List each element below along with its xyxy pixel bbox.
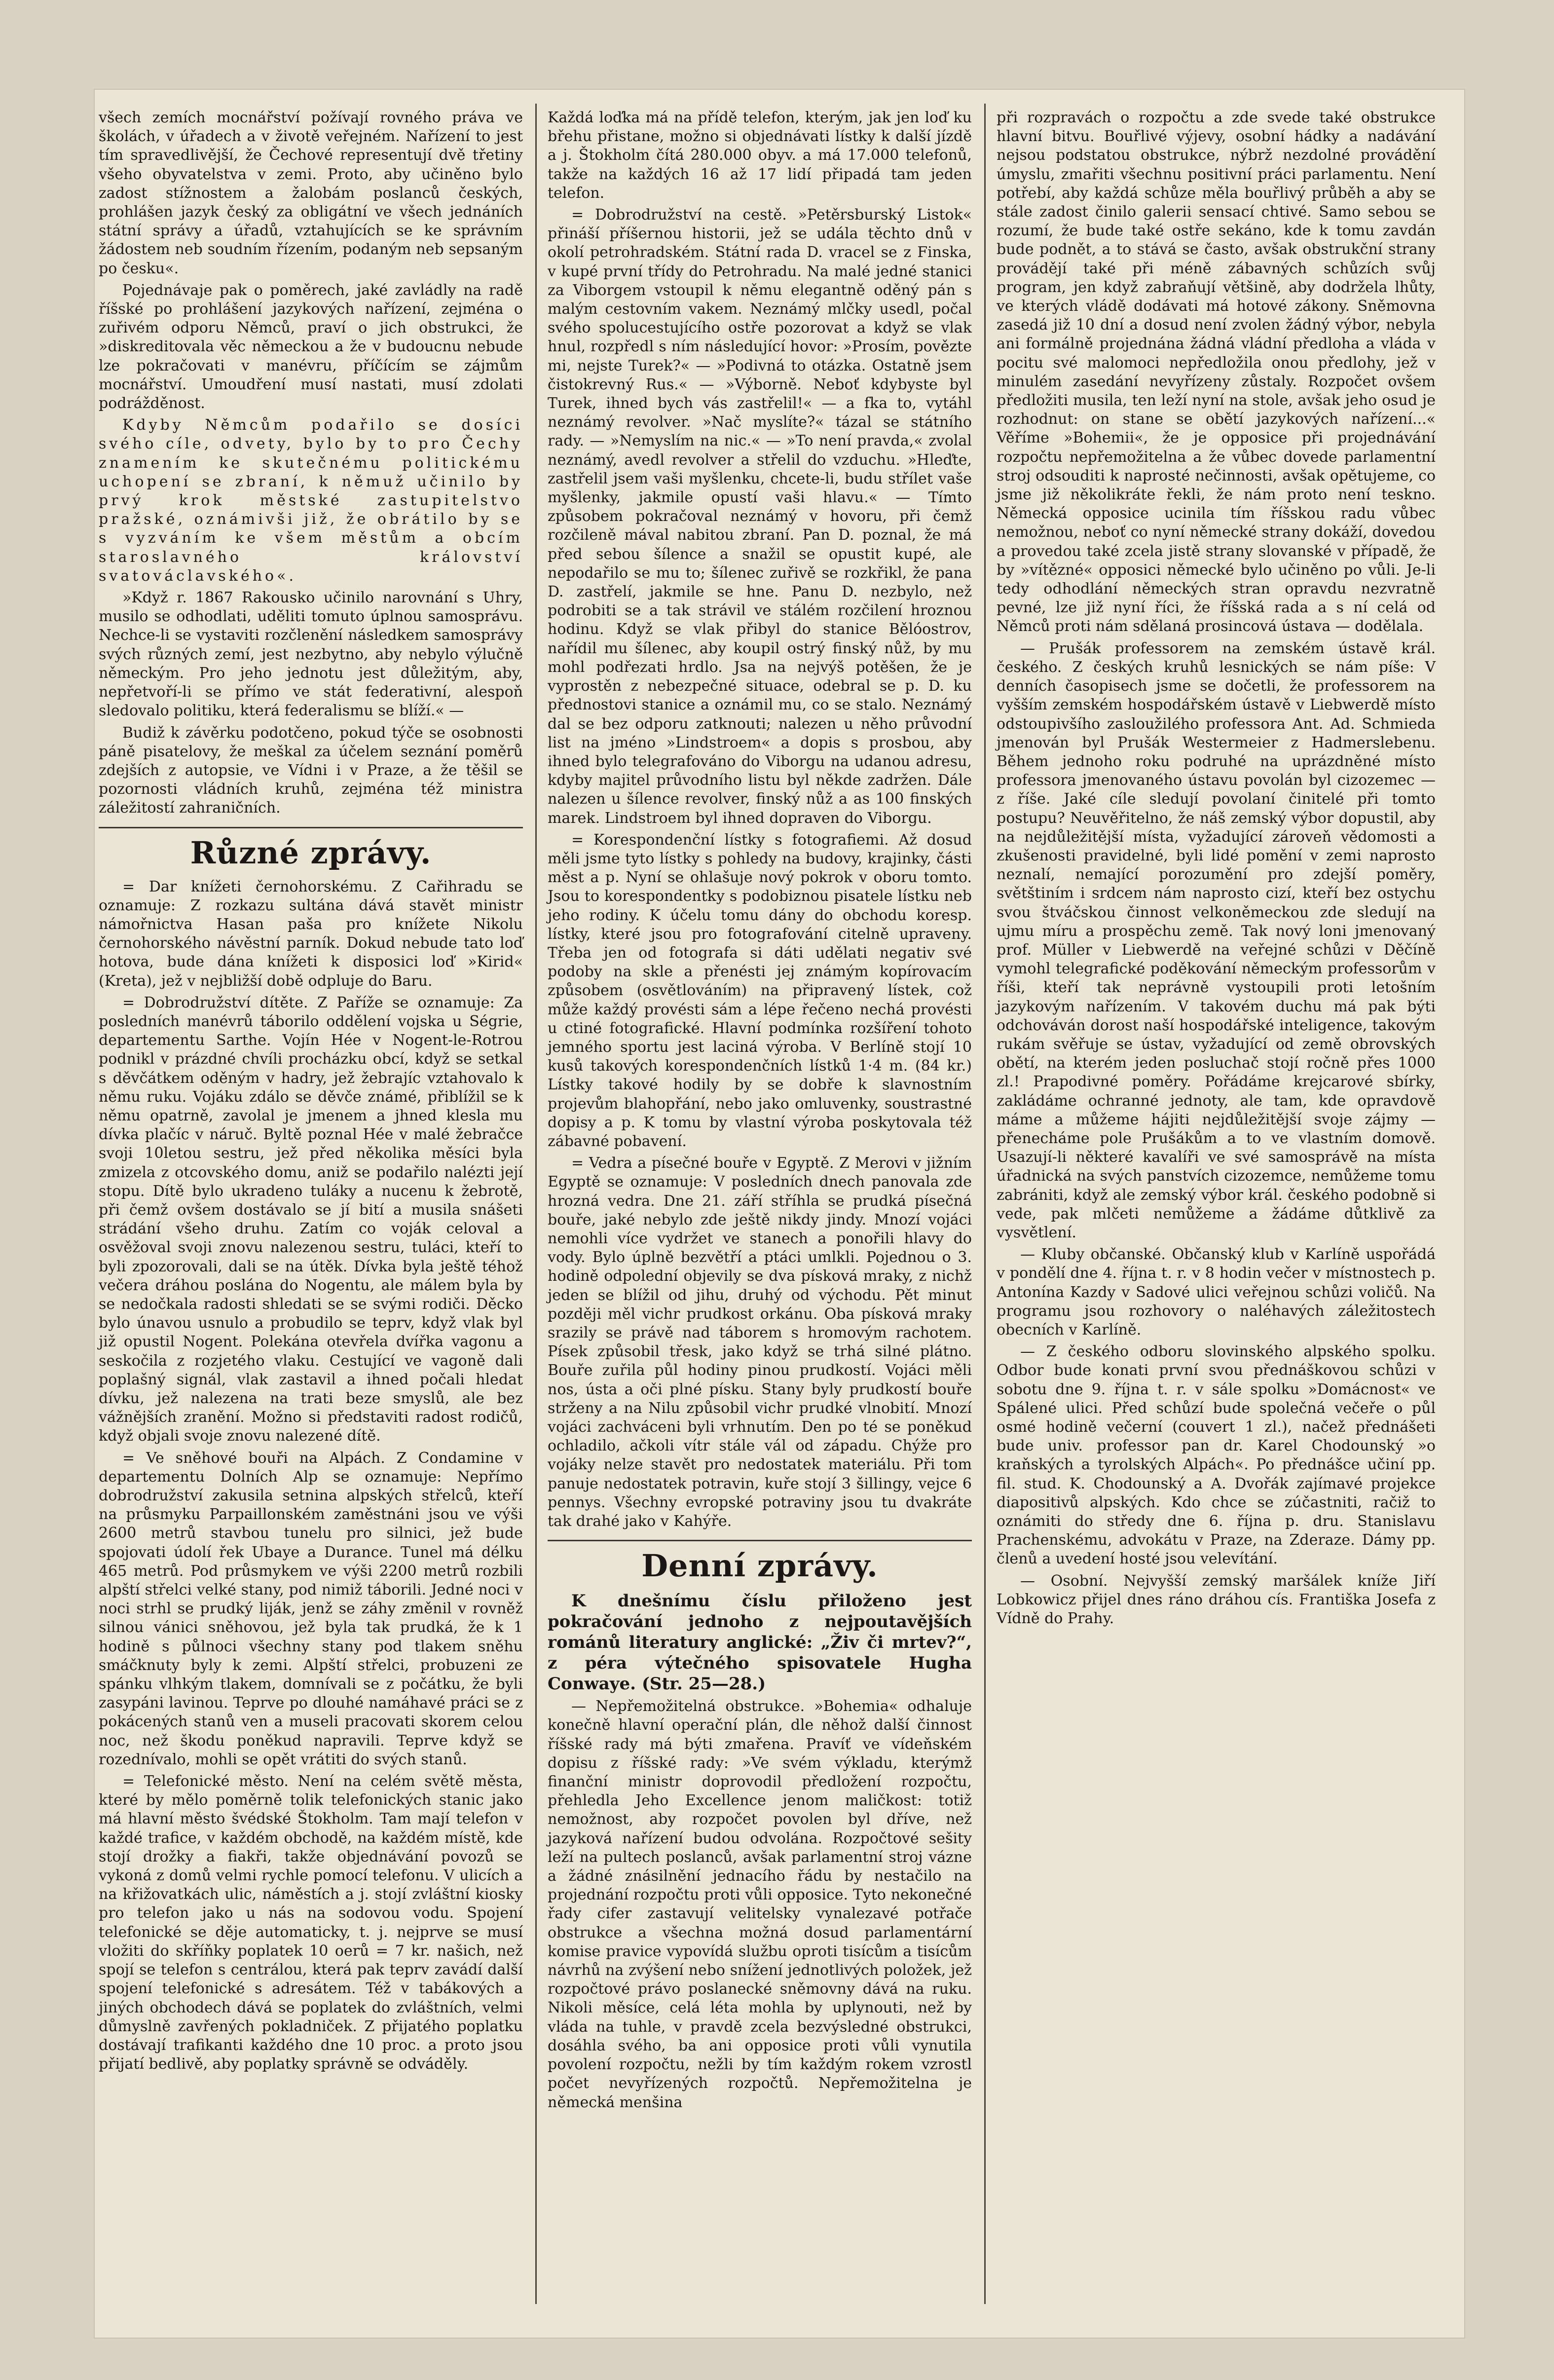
paragraph: »Když r. 1867 Rakousko učinilo narovnání s Uhry, musilo se odhodlati, uděliti tomuto úplnou samosprávu. Nechce-li se vystaviti rozčlenění následkem samosprávy svých různých zemí, jest nezbytno, aby nebylo výlučně německým. Pro jeho jednotu jest důležitým, aby, nepřetvoří-li se přímo ve stát federativní, alespoň sledovalo politiku, která federalismu se blíží.« — bbox=[99, 589, 523, 720]
article: = Dobrodružství dítěte. Z Paříže se oznamuje: Za posledních manévrů táborilo oddělení vojska u Ségrie, departementu Sarthe. Vojín Hée v Nogent-le-Rotrou podnikl v prázdné chvíli procházku obcí, když se setkal s děvčátkem oděným v hadry, jež žebrajíc vztahovalo k němu ruku. Vojáku zdálo se děvče známé, přiblížil se k němu opatrně, zavolal je jmenem a jhned klesla mu dívka plačíc v náruč. Byltě poznal Hée v malé žebračce svoji 10letou sestru, jež před několika měsíci byla zmizela z otcovského domu, aniž se podařilo nalézti její stopu. Dítě bylo ukradeno tuláky a nucenu k žebrotě, při čemž ovšem dostávalo se jí bití a musila snášeti strádání všeho druhu. Zatím co voják celoval a osvěžoval svoji znovu nalezenou sestru, tuláci, kteří to byli zpozorovali, dali se na útěk. Dívka byla ještě téhož večera dráhou poslána do Nogentu, ale málem byla by se nedočkala radosti shledati se se svými rodiči. Děcko bylo únavou usnulo a probudilo se teprv, když vlak byl již opustil Nogent. Polekána otevřela dvířka vagonu a seskočila z rozjetého vlaku. Cestující ve vagoně dali poplašný signál, vlak zastavil a ihned počali hledat dívku, jež nalezena na trati beze smyslů, ale bez vážnějších zranění. Možno si představiti radost rodičů, když objali svoje znovu nalezené dítě. bbox=[99, 994, 523, 1445]
paragraph: Pojednávaje pak o poměrech, jaké zavládly na radě říšské po prohlášení jazykových nařízení, zejména o zuřivém odporu Němců, praví o jich obstrukci, že »diskreditovala věc německou a že v budoucnu nebude lze pokračovati v manévru, příčícím se zájmům mocnářství. Umoudření musí nastati, musí zdolati podrážděnost. bbox=[99, 281, 523, 412]
article: = Dobrodružství na cestě. »Petěrsburský Listok« přináší příšernou historii, jež se udála těchto dnů v okolí petrohradském. Státní rada D. vracel se z Finska, v kupé první třídy do Petrohradu. Na malé jedné stanici za Viborgem vstoupil k němu elegantně oděný pán s malým cestovním vakem. Neznámý mlčky usedl, počal svého spolucestujícího ostře pozorovat a když se vlak hnul, rozpředl s ním následující hovor: »Prosím, povězte mi, nejste Turek?« — »Podivná to otázka. Ostatně jsem čistokrevný Rus.« — »Výborně. Neboť kdybyste byl Turek, ihned bych vás zastřelil!« — a fka to, vytáhl neznámý revolver. »Nač myslíte?« tázal se státního rady. — »Nemyslím na nic.« — »To není pravda,« zvolal neznámý, avedl revolver a střelil do vzduchu. »Hleďte, zastřelil jsem vaši myšlenku, chcete-li, budu střílet vaše myšlenky, jakmile opustí vaši hlavu.« — Tímto způsobem pokračoval neznámý v hovoru, při čemž rozčileně mával nabitou zbraní. Pan D. poznal, že má před sebou šílence a snažil se opustit kupé, ale nepodařilo se mu to; šílenec zuřivě se rozkřikl, že pana D. zastřelí, jakmile se hne. Panu D. nezbylo, než podrobiti se a tak strávil ve stálém rozčilení hroznou hodinu. Když se vlak přibyl do stanice Bělóostrov, nařídil mu šílenec, aby koupil ostrý finský nůž, by mu mohl podřezati hrdlo. Jsa na nejvýš potěšen, že je vyprostěn z nebezpečné situace, odebral se p. D. ku přednostovi stanice a oznámil mu, co se stalo. Neznámý dal se bez odporu zatknouti; nalezen u něho průvodní list na jméno »Lindstroem« a dopis s prosbou, aby ihned bylo telegrafováno do Viborgu na udanou adresu, kdyby majitel průvodního listu byl někde zadržen. Dále nalezen u šílence revolver, finský nůž a as 100 finských marek. Lindstroem byl ihned dopraven do Viborgu. bbox=[548, 206, 972, 827]
article: — Z českého odboru slovinského alpského spolku. Odbor bude konati první svou přednáškovou schůzi v sobotu dne 9. října t. r. v sále spolku »Domácnost« ve Spálené ulici. Před schůzí bude společná večeře o půl osmé hodině večerní (couvert 1 zl.), načež přednášeti bude univ. professor pan dr. Karel Chodounský »o kraňských a tyrolských Alpách«. Po přednášce učiní pp. fil. stud. K. Chodounský a A. Dvořák zajímavé projekce diapositivů alpských. Kdo chce se zúčastniti, račiž to oznámiti do středy dne 6. října p. dru. Stanislavu Prachenskému, advokátu v Praze, na Zderaze. Dámy pp. členů a uvedení hosté jsou velevítání. bbox=[997, 1343, 1436, 1568]
section-title-ruzne-zpravy: Různé zprávy. bbox=[190, 834, 432, 871]
article: = Vedra a písečné bouře v Egyptě. Z Merovi v jižním Egyptě se oznamuje: V posledních dnech panovala zde hrozná vedra. Dne 21. září stříhla se prudká písečná bouře, jaké nebylo zde ještě nikdy jindy. Mnozí vojáci nemohli více vydržet ve stanech a ponořili hlavy do vody. Bylo úplně bezvětří a ptáci umlkli. Pojednou o 3. hodině odpolední objevily se dva písková mraky, z nichž jeden se blížil od jihu, druhý od východu. Pět minut později měl vichr prudkost orkánu. Oba písková mraky srazily se právě nad táborem s hromovým rachotem. Písek způsobil třesk, jako když se trhá silné plátno. Bouře zuřila půl hodiny pinou prudkostí. Vojáci měli nos, ústa a oči plné písku. Stany byly prudkostí bouře strženy a na Nilu způsobil vichr prudké vlnobití. Mnozí vojáci zachváceni byli vrhnutím. Den po té se poněkud ochladilo, ačkoli vítr stále vál od západu. Chýže pro vojáky nelze stavět pro nedostatek materiálu. Při tom panuje nedostatek potravin, kuře stojí 3 šillingy, vejce 6 pennys. Všechny evropské potraviny jsou tu dvakráte tak drahé jako v Kahýře. bbox=[548, 1154, 972, 1530]
column-2 bbox=[548, 109, 972, 2115]
article: = Telefonické město. Není na celém světě města, které by mělo poměrně tolik telefonických stanic jako má hlavní město švédské Štokholm. Tam mají telefon v každé trafice, v každém obchodě, na každém místě, kde stojí drožky a fiakři, takže objednávání povozů se vykoná z domů velmi rychle pomocí telefonu. V ulicích a na křižovatkách ulic, náměstích a j. stojí zvláštní kiosky pro telefon jako u nás na sodovou vodu. Spojení telefonické se děje automaticky, t. j. nejprve se musí vložiti do skříňky poplatek 10 oerů = 7 kr. našich, než spojí se telefon s centrálou, která pak teprv zavádí další spojení telefonické s adresátem. Též v tabákových a jiných obchodech dává se poplatek do zvláštních, velmi důmyslně zavřených pokladniček. Z přijatého poplatku dostávají trafikanti každého dne 10 proc. a proto jsou přijatí bedlivě, aby poplatky správně se odváděly. bbox=[99, 1773, 523, 2073]
article: — Osobní. Nejvyšší zemský maršálek kníže Jiří Lobkowicz přijel dnes ráno dráhou cís. Františka Josefa z Vídně do Prahy. bbox=[997, 1572, 1436, 1628]
article: = Ve sněhové bouři na Alpách. Z Condamine v departementu Dolních Alp se oznamuje: Nepřímo dobrodružství zakusila setnina alpských střelců, kteří na průsmyku Parpaillonském zaměstnáni jsou ve výši 2600 metrů stavbou tunelu pro silnici, jež bude spojovati údolí řek Ubaye a Durance. Tunel má délku 465 metrů. Pod průsmykem ve výši 2200 metrů rozbili alpští střelci velké stany, pod nimiž táborili. Jedné noci v noci strhl se prudký liják, jenž se záhy změnil v rovněž silnou vánici sněhovou, jež byla tak prudká, že k 1 hodině s půlnoci všechny stany pod tlakem sněhu smáčknuty byly k zemi. Alpští střelci, probuzeni ze spánku vlhkým tlakem, domnívali se z počátku, že byli zasypáni lavinou. Teprve po dlouhé namáhavé práci se z pokácených stanů ven a museli pracovati skorem celou noc, než škodu poněkud napravili. Teprve když se rozednívalo, mohli se opět vrátiti do svých stanů. bbox=[99, 1449, 523, 1768]
newspaper-page bbox=[94, 89, 1465, 2339]
article: = Dar knížeti černohorskému. Z Cařihradu se oznamuje: Z rozkazu sultána dává stavět ministr námořnictva Hasan paša pro knížete Nikolu černohorského návěstní parník. Dokud nebude tato loď hotova, bude dána knížeti k disposici loď »Kirid« (Kreta), jež v nejbližší době odpluje do Baru. bbox=[99, 878, 523, 990]
lead-notice: K dnešnímu číslu přiloženo jest pokračování jednoho z nejpoutavějších románů literatury anglické: „Živ či mrtev?“, z péra výtečného spisovatele Hugha Conwaye. (Str. 25—28.) bbox=[548, 1591, 972, 1694]
column-rule bbox=[984, 104, 986, 2304]
article: Každá loďka má na přídě telefon, kterým, jak jen loď ku břehu přistane, možno si objednávati lístky k další jízdě a j. Štokholm čítá 280.000 obyv. a má 17.000 telefonů, takže na každých 16 až 17 lidí připadá tam jeden telefon. bbox=[548, 109, 972, 202]
article: — Kluby občanské. Občanský klub v Karlíně uspořádá v pondělí dne 4. října t. r. v 8 hodin večer v místnostech p. Antonína Kazdy v Sadové ulici veřejnou schůzi voličů. Na programu jsou rozhovory o naléhavých záležitostech obecních v Karlíně. bbox=[997, 1246, 1436, 1339]
paragraph: Budiž k závěrku podotčeno, pokud týče se osobnosti páně pisatelovy, že meškal za účelem seznání poměrů zdejších z autopsie, ve Vídni i v Praze, a že těšil se pozornosti vládních kruhů, zejména též ministra záležitostí zahraničních. bbox=[99, 724, 523, 817]
section-divider bbox=[99, 827, 523, 828]
paragraph: Kdyby Němcům podařilo se dosíci svého cíle, odvety, bylo by to pro Čechy znamením ke skutečnému politickému uchopení se zbraní, k němuž učinilo by prvý krok městské zastupitelstvo pražské, oznámivši již, že obrátilo by se s vyzváním ke všem městům a obcím staroslavného království svatováclavského«. bbox=[99, 416, 523, 585]
paragraph: všech zemích mocnářství požívají rovného práva ve školách, v úřadech a v životě veřejném. Nařízení to jest tím spravedlivější, že Čechové representují dvě třetiny všeho obyvatelstva v zemi. Proto, aby učiněno bylo zadost stížnostem a žalobám poslanců českých, prohlášen jazyk český za obligátní ve všech jednáních státní správy a úřadů, vztahujících se ke správním žádostem neb soudním řízením, podaným neb sepsaným po česku«. bbox=[99, 109, 523, 277]
article: — Nepřemožitelná obstrukce. »Bohemia« odhaluje konečně hlavní operační plán, dle něhož další činnost říšské rady má býti zmařena. Pravíť ve vídeňském dopisu z říšské rady: »Ve svém výkladu, kterýmž finanční ministr doprovodil předložení rozpočtu, přehledla Jeho Excellence jenom maličkost: totiž nemožnost, aby rozpočet povolen byl dříve, než jazyková nařízení budou odvolána. Rozpočtové sešity leží na pultech poslanců, avšak parlamentní stroj vázne a žádné znásilnění jednacího řádu by nestačilo na projednání rozpočtu proti vůli opposice. Tyto nekonečné řady cifer zastavují velitelsky vynalezavé potřače obstrukce a všechna možná dosud parlamentární komise pravice vypovídá službu oproti tisícům a tisícům návrhů na zvýšení nebo snížení jednotlivých položek, jež rozpočtové právo poslanecké sněmovny dává na ruku. Nikoli měsíce, celá léta mohla by uplynouti, než by vláda na tuhle, v pravdě zcela bezvýsledné obstrukci, dosáhla svého, ba ani opposice proti vůli vynutila povolení rozpočtu, nežli by tím každým rokem vzrostl počet nevyřízených rozpočtů. Nepřemožitelna je německá menšina bbox=[548, 1698, 972, 2111]
article: = Korespondenční lístky s fotografiemi. Až dosud měli jsme tyto lístky s pohledy na budovy, krajinky, části měst a p. Nyní se ohlašuje nový pokrok v oboru tomto. Jsou to korespondentky s podobiznou pisatele lístku neb jeho rodiny. K účelu tomu dány do obchodu koresp. lístky, které jsou pro fotografování citelně upraveny. Třeba jen od fotografa si dáti udělati negativ své podoby na skle a přenésti jej známým kopírovacím způsobem (osvětlováním) na připravený lístek, což může každý provésti sám a lépe řečeno nechá provésti u ctiné fotografické. Hlavní podmínka rozšíření tohoto jemného sportu jest laciná výroba. V Berlíně stojí 10 kusů takových korespondenčních lístků 1·4 m. (84 kr.) Lístky takové hodily by se dobře k slavnostním projevům blahopřání, nebo jako omluvenky, soustrastné dopisy a p. K tomu by vlastní výroba poskytovala též zábavné pobavení. bbox=[548, 831, 972, 1150]
section-divider bbox=[548, 1540, 972, 1541]
column-3 bbox=[997, 109, 1436, 1631]
column-1 bbox=[99, 109, 523, 2077]
article: — Prušák professorem na zemském ústavě král. českého. Z českých kruhů lesnických se nám píše: V denních časopisech jsme se dočetli, že professorem na vyšším zemském hospodářském ústavě v Liebwerdě místo odstoupivšího zasloužilého professora Ant. Ad. Schmieda jmenován byl Prušák Westermeier z Hadmerslebenu. Během jednoho roku podruhé na uprázdněné místo professora jmenovaného ústavu povolán byl cizozemec — z říše. Jaké cíle sledují povolaní činitelé při tomto postupu? Neuvěřitelno, že náš zemský výbor dopustil, aby na nejdůležitější místa, vyžadující zároveň vědomosti a zkušenosti pravidelné, byli lidé pomění v zemi naprosto neznalí, nemající porozumění pro zdejší poměry, světštiním i srdcem nám naprosto cizí, kteří bez ostychu svou štváčskou činnost velkoněmeckou zde sledují na ujmu míru a prospěchu země. Tak nový loni jmenovaný prof. Müller v Liebwerdě na veřejné schůzi v Děčíně vymohl telegrafické poděkování německým professorům v říši, kteří tak neprávně vystoupili proti letošním jazykovým nařízením. V takovém duchu má pak býti odchováván dorost naší hospodářské inteligence, takovým rukám svěřuje se ústav, vyžadující od země obrovských obětí, na kterém jeden posluchač stojí ročně přes 1000 zl.! Prapodivné poměry. Pořádáme krejcarové sbírky, zakládáme ochranné jednoty, ale tam, kde opravdově máme a můžeme hájiti nejdůležitější svoje zájmy — přenecháme pole Prušákům a to ve vlastním domově. Usazují-li některé kavalíři ve své samosprávě na místa úřadnická na svých panstvích cizozemce, nemůžeme tomu zabrániti, když ale zemský výbor král. českého podobně si vede, pak mlčeti nemůžeme a žádáme důtklivě za vysvětlení. bbox=[997, 639, 1436, 1241]
article-continuation: při rozpravách o rozpočtu a zde svede také obstrukce hlavní bitvu. Bouřlivé výjevy, osobní hádky a nadávání nejsou podstatou obstrukce, nýbrž nezdolné provádění úmyslu, zmařiti všechnu positivní práci parlamentu. Není potřebí, aby každá schůze měla bouřlivý průběh a aby se stále zadost činilo galerii sensací chtivé. Samo sebou se rozumí, že bude také ostře sekáno, kde k tomu zavdán bude podnět, a to stává se často, avšak obstrukční strany provádějí také při méně zábavných schůzích svůj program, jen když zabraňují většině, aby dodržela lhůty, ve kterých vládě dodávati má hotové zákony. Sněmovna zasedá již 10 dní a dosud není zvolen žádný výbor, nebyla ani formálně projednána žádná vládní předloha a vláda v pocitu své malomoci nepředložila onou předlohy, jež v minulém zasedání nevyřízeny zůstaly. Rozpočet ovšem předložiti musila, ten leží nyní na stole, avšak jeho osud je rozhodnut: on stane se obětí jazykových nařízení...« Věříme »Bohemii«, že je opposice při projednávání rozpočtu nepřemožitelna a že vůbec dovede parlamentní stroj odsouditi k naprosté nečinnosti, avšak opětujeme, co jsme již několikráte řekli, že nám proto není teskno. Německá opposice ucinila tím říšskou radu vůbec nemožnou, neboť co nyní německé strany dokáží, dovedou a provedou také zcela jistě strany slovanské v případě, že by »vítězné« opposici německé bylo učiněno po vůli. Je-li tedy odhodlání německých stran opravdu nezvratně pevné, lze již nyní říci, že říšská rada a s ní celá od Němců proti nám sdělaná prosincová ústava — dodělala. bbox=[997, 109, 1436, 635]
section-title-denni-zpravy: Denní zprávy. bbox=[641, 1548, 878, 1584]
column-rule bbox=[535, 104, 537, 2304]
